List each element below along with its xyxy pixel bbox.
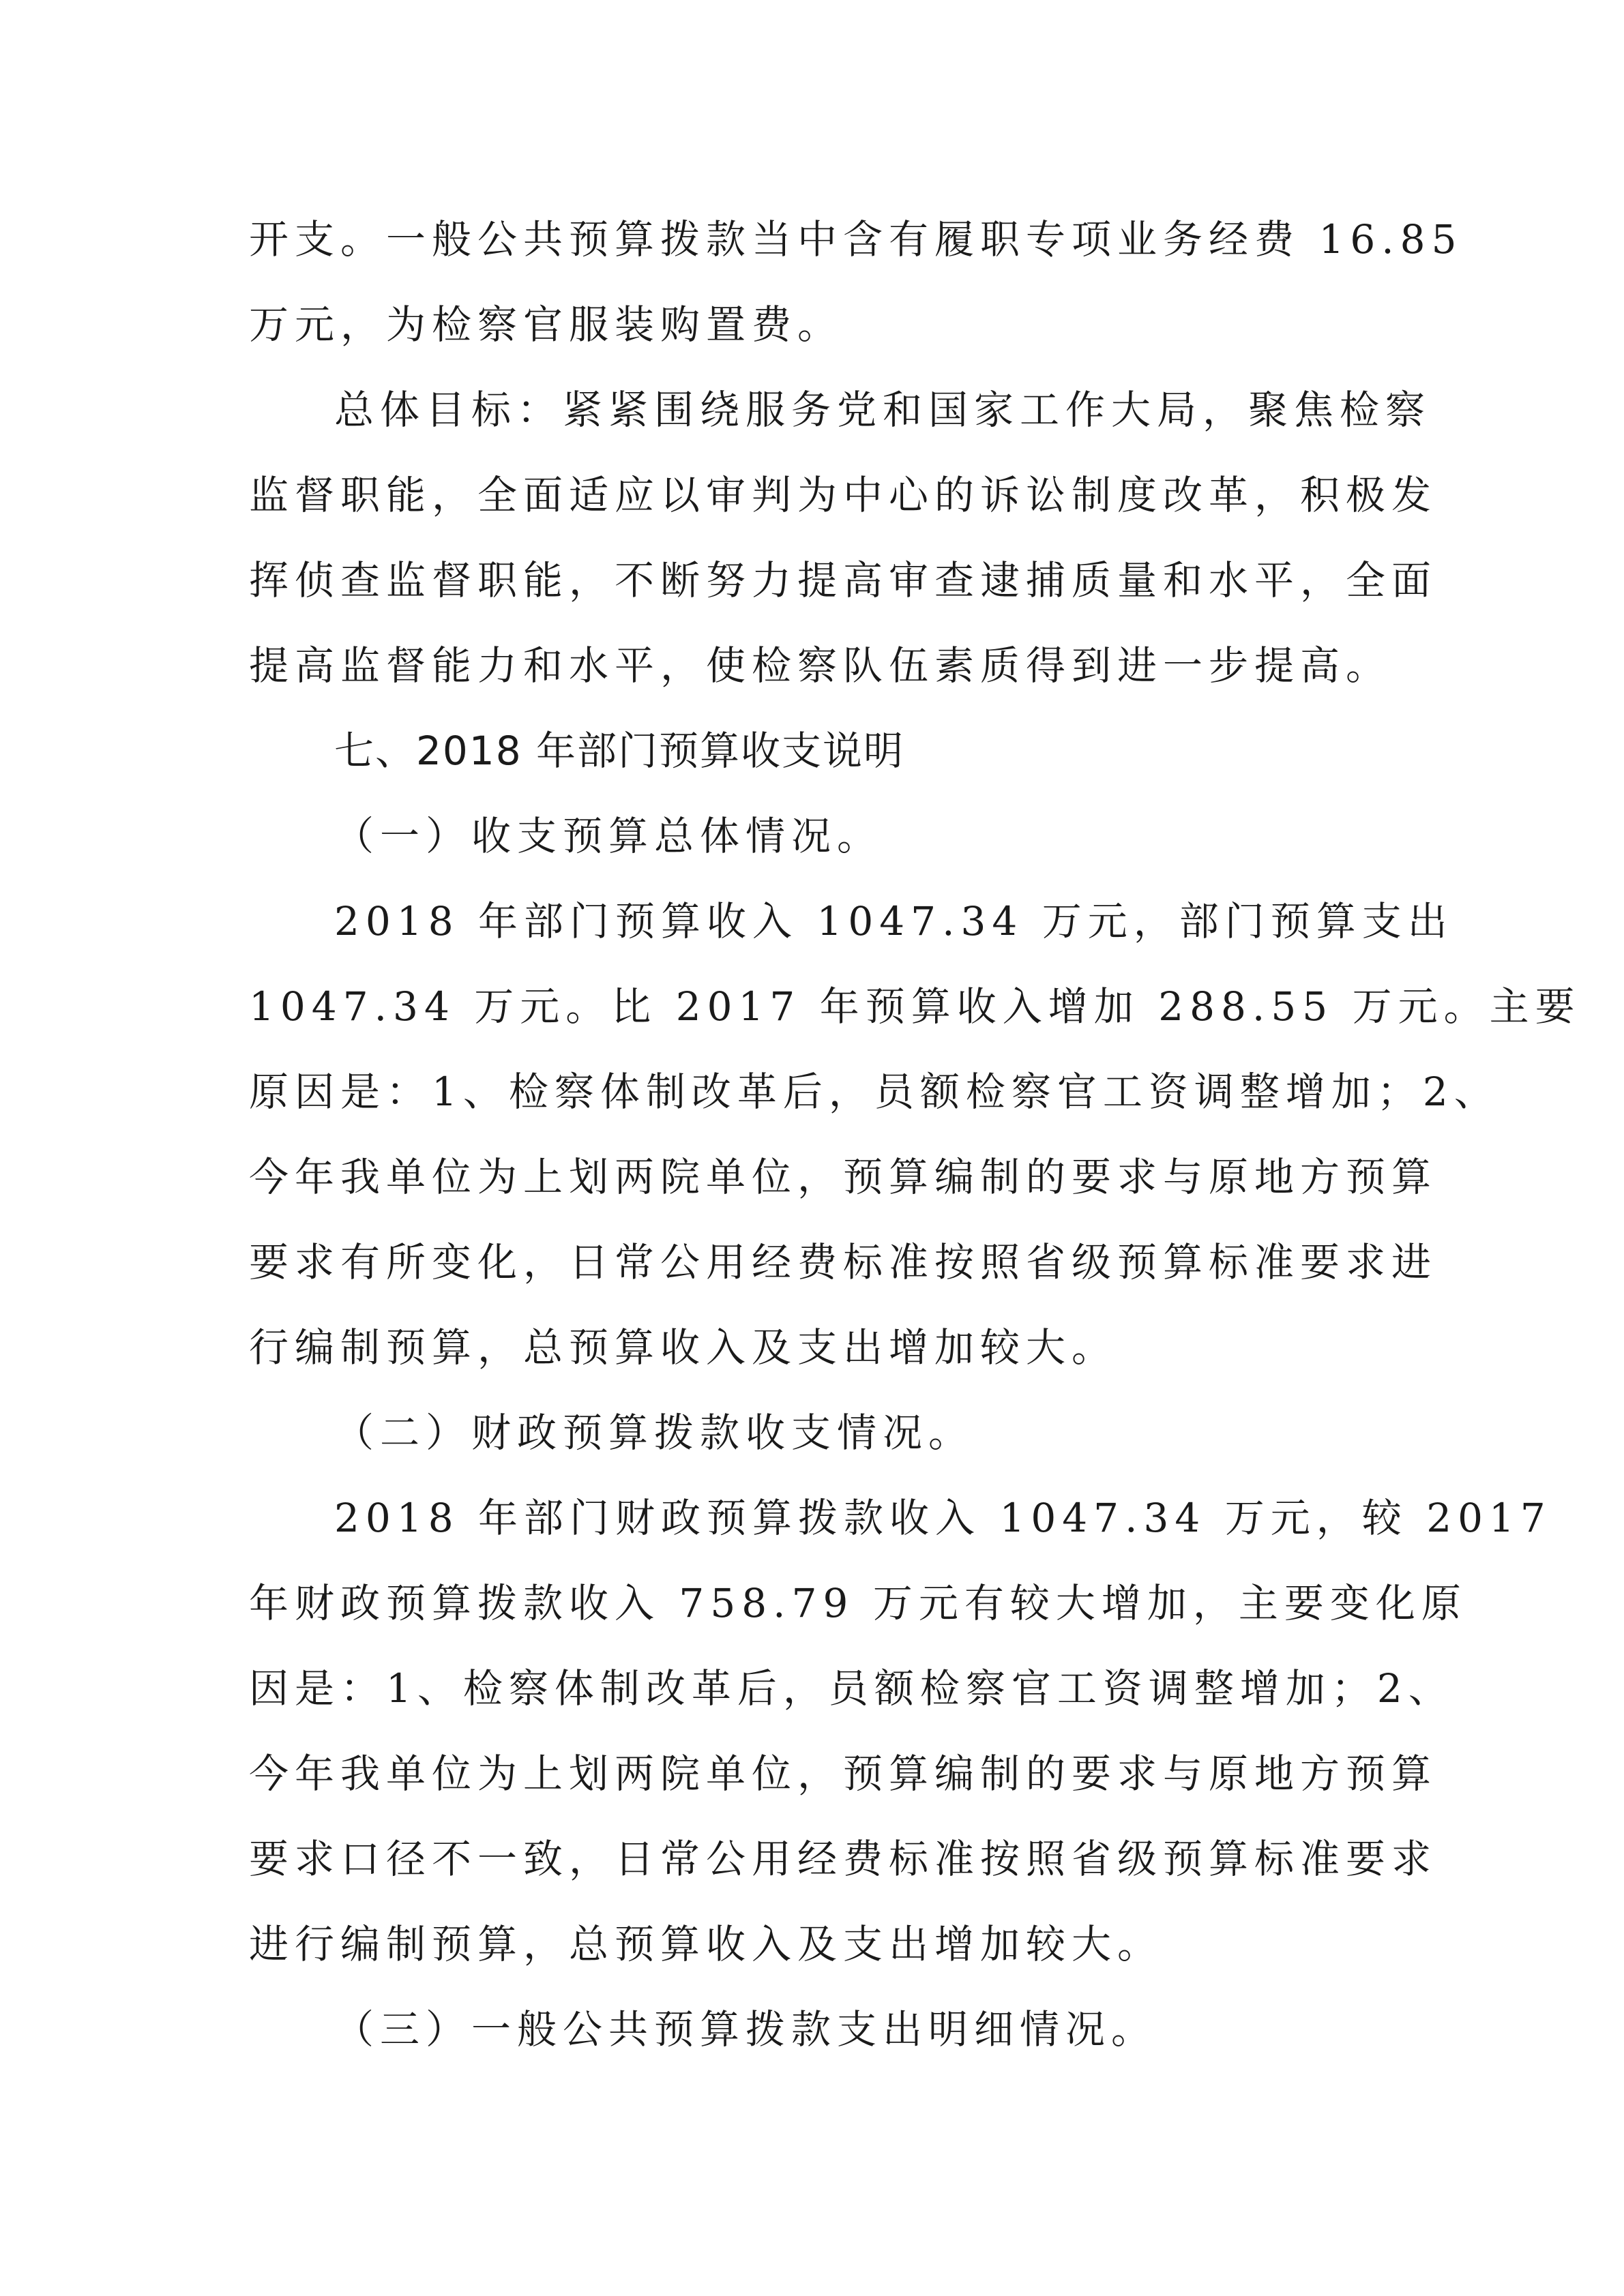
body-text-line: 年财政预算拨款收入 758.79 万元有较大增加，主要变化原: [249, 1580, 1467, 1626]
body-text-line: 要求口径不一致，日常公用经费标准按照省级预算标准要求: [249, 1836, 1438, 1882]
subsection-heading: （二）财政预算拨款收支情况。: [334, 1410, 975, 1456]
body-text-line: 因是：1、检察体制改革后，员额检察官工资调整增加；2、: [249, 1665, 1454, 1712]
body-text-line: 开支。一般公共预算拨款当中含有履职专项业务经费 16.85: [249, 216, 1463, 263]
body-text-line: 要求有所变化，日常公用经费标准按照省级预算标准要求进: [249, 1239, 1438, 1285]
body-text-line: 万元，为检察官服装购置费。: [249, 301, 844, 348]
subsection-heading: （三）一般公共预算拨款支出明细情况。: [334, 2006, 1157, 2053]
body-text-line: 进行编制预算，总预算收入及支出增加较大。: [249, 1921, 1164, 1967]
body-text-line: 提高监督能力和水平，使检察队伍素质得到进一步提高。: [249, 642, 1392, 689]
section-heading: 七、2018 年部门预算收支说明: [334, 728, 905, 774]
body-text-line: 今年我单位为上划两院单位，预算编制的要求与原地方预算: [249, 1154, 1438, 1200]
subsection-heading: （一）收支预算总体情况。: [334, 813, 883, 859]
paragraph-overall-goal: 总体目标：紧紧围绕服务党和国家工作大局，聚焦检察: [334, 387, 1432, 433]
body-text-line: 监督职能，全面适应以审判为中心的诉讼制度改革，积极发: [249, 472, 1438, 518]
body-text-line: 2018 年部门预算收入 1047.34 万元，部门预算支出: [334, 898, 1453, 944]
body-text-line: 1047.34 万元。比 2017 年预算收入增加 288.55 万元。主要: [249, 983, 1581, 1030]
body-text-line: 行编制预算，总预算收入及支出增加较大。: [249, 1324, 1118, 1371]
body-text-line: 挥侦查监督职能，不断努力提高审查逮捕质量和水平，全面: [249, 557, 1438, 603]
body-text-line: 今年我单位为上划两院单位，预算编制的要求与原地方预算: [249, 1750, 1438, 1797]
body-text-line: 2018 年部门财政预算拨款收入 1047.34 万元，较 2017: [334, 1495, 1552, 1541]
body-text-line: 原因是：1、检察体制改革后，员额检察官工资调整增加；2、: [249, 1069, 1500, 1115]
